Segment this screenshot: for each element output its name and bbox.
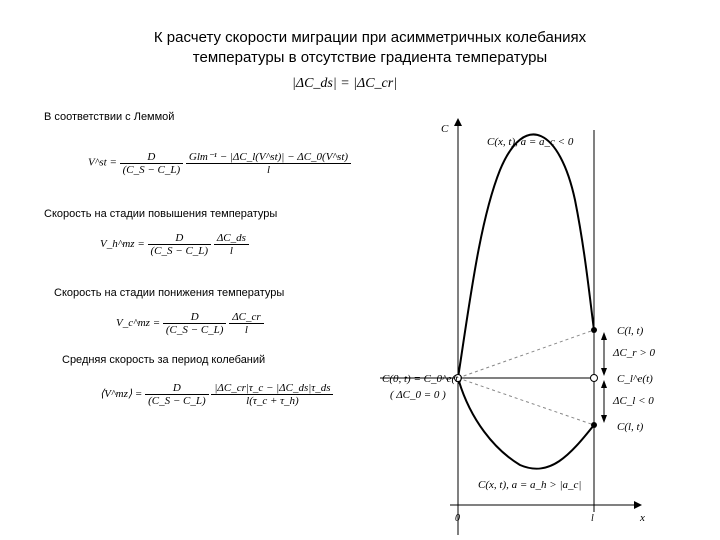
formula-average-d: D bbox=[145, 382, 209, 395]
condition-formula: |ΔC_ds| = |ΔC_cr| bbox=[292, 76, 398, 91]
label-c0: C(0, t) = C_0^e(t) bbox=[382, 373, 462, 385]
formula-cooling-d: D bbox=[163, 311, 227, 324]
dcr-arrow-head-top bbox=[601, 332, 607, 340]
point-ce bbox=[591, 375, 598, 382]
section-cooling: Скорость на стадии понижения температуры bbox=[54, 287, 285, 299]
formula-lemma-den: (C_S − C_L) bbox=[122, 163, 181, 176]
section-average: Средняя скорость за период колебаний bbox=[62, 354, 266, 366]
lower-concentration-curve bbox=[458, 378, 594, 469]
label-ce: C_l^e(t) bbox=[617, 373, 653, 385]
label-dcr: ΔC_r > 0 bbox=[613, 347, 655, 359]
section-heating: Скорость на стадии повышения температуры bbox=[44, 208, 278, 220]
formula-heating-num: ΔC_ds bbox=[214, 232, 249, 245]
point-cl-bottom bbox=[591, 422, 597, 428]
section-lemma: В соответствии с Леммой bbox=[44, 111, 175, 123]
formula-heating-d: D bbox=[148, 232, 212, 245]
point-cl-top bbox=[591, 327, 597, 333]
formula-lemma-l: l bbox=[266, 164, 271, 176]
formula-cooling-num: ΔC_cr bbox=[229, 311, 263, 324]
y-axis-arrow bbox=[454, 118, 462, 126]
label-cl-bottom: C(l, t) bbox=[617, 421, 644, 433]
formula-cooling-lhs: V_c^mz = bbox=[116, 317, 161, 330]
formula-average-den: (C_S − C_L) bbox=[148, 395, 206, 407]
tick-l: l bbox=[591, 513, 594, 524]
formula-average-num: |ΔC_cr|τ_c − |ΔC_ds|τ_ds bbox=[211, 382, 333, 395]
title-line-2: температуры в отсутствие градиента температуры bbox=[192, 49, 548, 66]
formula-heating-lhs: V_h^mz = bbox=[100, 238, 145, 251]
label-lower-curve: C(x, t), a = a_h > |a_c| bbox=[478, 479, 582, 491]
label-cl-top: C(l, t) bbox=[617, 325, 644, 337]
lower-dashed-line bbox=[458, 378, 594, 425]
x-axis-label: x bbox=[640, 512, 645, 524]
label-dcl: ΔC_l < 0 bbox=[613, 395, 654, 407]
tick-zero: 0 bbox=[455, 513, 460, 524]
dcl-arrow-head-top bbox=[601, 380, 607, 388]
x-axis-arrow bbox=[634, 501, 642, 509]
label-upper-curve: C(x, t), a = a_c < 0 bbox=[487, 136, 574, 148]
formula-heating-den: (C_S − C_L) bbox=[150, 245, 209, 257]
upper-dashed-line bbox=[458, 330, 594, 378]
y-axis-label: C bbox=[441, 123, 449, 135]
formula-lemma-lhs: V^st = bbox=[88, 156, 117, 169]
title-line-1: К расчету скорости миграции при асимметричных колебаниях bbox=[153, 29, 587, 46]
label-dc0: ( ΔC_0 = 0 ) bbox=[390, 389, 446, 401]
dcl-arrow-head-bottom bbox=[601, 415, 607, 423]
formula-average-taus: l(τ_c + τ_h) bbox=[246, 395, 299, 407]
formula-heating-l: l bbox=[229, 245, 233, 257]
dcr-arrow-head-bottom bbox=[601, 368, 607, 376]
formula-lemma-d: D bbox=[120, 151, 184, 164]
formula-cooling-den: (C_S − C_L) bbox=[165, 324, 224, 336]
upper-concentration-curve bbox=[458, 134, 594, 378]
formula-average-lhs: ⟨V^mz⟩ = bbox=[100, 388, 143, 401]
formula-cooling-l: l bbox=[244, 324, 248, 336]
formula-lemma-num: Glm⁻¹ − |ΔC_l(V^st)| − ΔC_0(V^st) bbox=[186, 150, 351, 164]
